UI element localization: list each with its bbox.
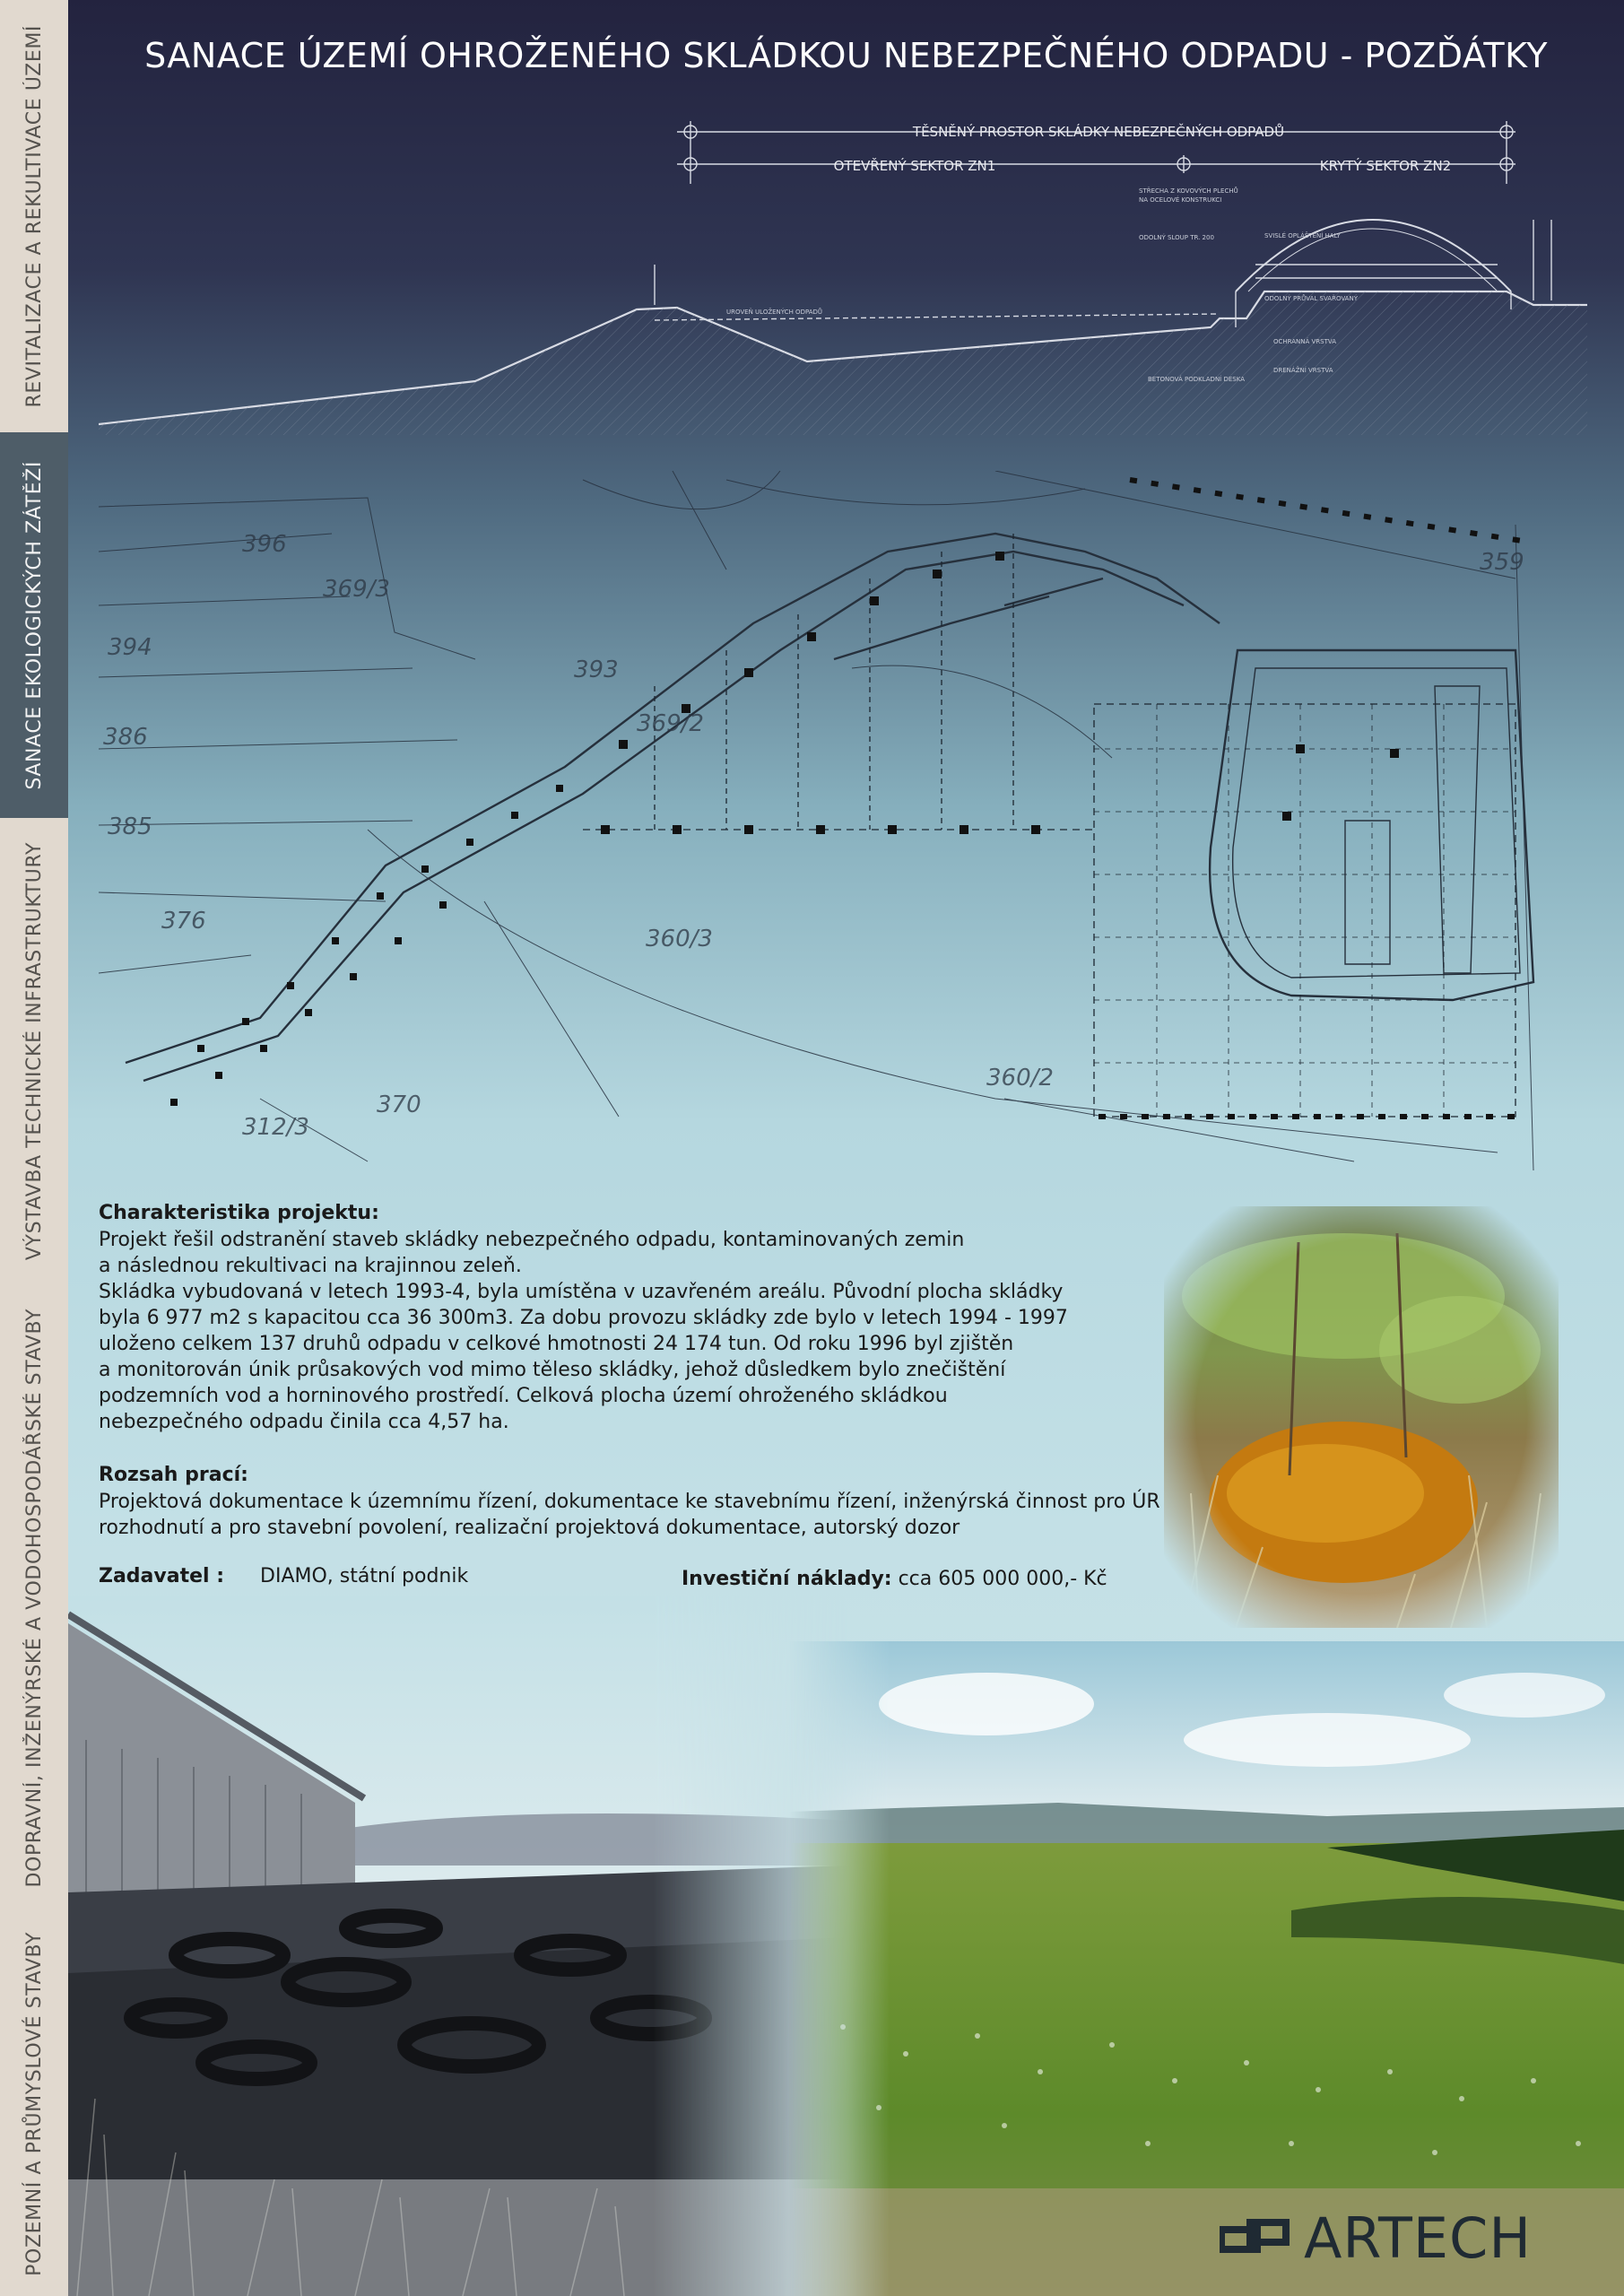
reclaimed-meadow-photo [789,1641,1624,2296]
category-sidebar [0,0,68,2296]
svg-text:ODOLNÝ SLOUP TR. 200: ODOLNÝ SLOUP TR. 200 [1139,234,1214,241]
artech-logo [1220,2206,1596,2269]
parcel-label: 360/2 [986,1065,1054,1091]
client-value: DIAMO, státní podnik [260,1565,469,1587]
svg-text:OCHRANNÁ VRSTVA: OCHRANNÁ VRSTVA [1273,338,1337,345]
sidebar-item-label: SANACE EKOLOGICKÝCH ZÁTĚŽÍ [22,460,46,790]
contaminated-water-photo [1164,1206,1559,1628]
label-sector-zn2: KRYTÝ SEKTOR ZN2 [1319,158,1452,174]
characteristics-heading: Charakteristika projektu: [99,1202,379,1224]
sidebar-item-label: VÝSTAVBA TECHNICKÉ INFRASTRUKTURY [22,841,46,1261]
label-sector-zn1: OTEVŘENÝ SEKTOR ZN1 [833,158,996,174]
label-sealed-space: TĚSNĚNÝ PROSTOR SKLÁDKY NEBEZPEČNÝCH ODPADŮ [912,124,1285,140]
costs-label: Investiční náklady: [682,1568,892,1590]
parcel-label: 369/3 [323,576,390,603]
parcel-label: 394 [108,634,152,661]
client-info [99,1565,468,1587]
sidebar-item-dopravni-stavby[interactable] [0,1284,68,1912]
parcel-label: 386 [103,724,148,751]
sidebar-item-infrastruktura[interactable] [0,818,68,1284]
parcel-label: 396 [242,531,287,558]
sidebar-item-label: POZEMNÍ A PRŮMYSLOVÉ STAVBY [22,1932,46,2276]
parcel-label: 370 [377,1091,421,1118]
svg-text:SVISLÉ OPLÁŠTĚNÍ HALY: SVISLÉ OPLÁŠTĚNÍ HALY [1264,232,1341,239]
measurement-markers [170,552,1399,1106]
logo-text: ARTECH [1304,2205,1532,2271]
sidebar-item-revitalizace[interactable] [0,0,68,432]
svg-text:BETONOVÁ PODKLADNÍ DESKA: BETONOVÁ PODKLADNÍ DESKA [1148,376,1245,383]
sidebar-item-label: DOPRAVNÍ, INŽENÝRSKÉ A VODOHOSPODÁŘSKÉ STAVBY [22,1309,46,1888]
parcel-label: 360/3 [646,926,713,952]
sidebar-item-label: REVITALIZACE A REKULTIVACE ÚZEMÍ [22,24,46,408]
parcel-label: 393 [574,657,619,683]
parcel-label: 376 [161,908,206,935]
annotation: STŘECHA Z KOVOVÝCH PLECHŮ [1139,187,1238,195]
parcel-label: 385 [108,813,152,840]
scope-heading: Rozsah prací: [99,1464,248,1486]
characteristics-text: Projekt řešil odstranění staveb skládky nebezpečného odpadu, kontaminovaných zemin a následnou rekultivaci na krajinnou zeleň. Skládka vybudovaná v letech 1993-4, byla umístěna v uzavřeném areálu. Původní plocha skládky byla 6 977 m2 s kapacitou cca 36 300m3. Za dobu provozu skládky zde bylo v letech 1994 - 1997 uloženo celkem 137 druhů odpadu v celkové hmotnosti 24 174 tun. Od roku 1996 byl zjištěn a monitorován únik průsakových vod mimo těleso skládky, jehož důsledkem bylo znečištění podzemních vod a horninového prostředí. Celková plocha území ohroženého skládkou nebezpečného odpadu činila cca 4,57 ha. [99,1229,1068,1433]
svg-text:NA OCELOVÉ KONSTRUKCI: NA OCELOVÉ KONSTRUKCI [1139,196,1222,204]
sidebar-item-pozemni-stavby[interactable] [0,1912,68,2296]
site-plan-drawing [99,471,1587,1170]
scope-text: Projektová dokumentace k územnímu řízení, dokumentace ke stavebnímu řízení, inženýrská činnost pro ÚR rozhodnutí a pro stavební povolení, realizační projektová dokumentace, autorský dozor [99,1491,1160,1539]
parcel-label: 369/2 [637,710,704,737]
parcel-label: 359 [1480,549,1524,576]
client-label: Zadavatel : [99,1565,225,1587]
parcel-label: 312/3 [242,1114,309,1141]
sidebar-item-sanace[interactable] [0,432,68,818]
investment-costs [682,1568,1107,1590]
artech-logo-mark [1220,2215,1291,2260]
svg-text:UROVEŇ ULOŽENÝCH ODPADŮ: UROVEŇ ULOŽENÝCH ODPADŮ [726,309,823,316]
cross-section-drawing [99,112,1587,435]
costs-value: cca 605 000 000,- Kč [898,1568,1107,1590]
scope-of-work [99,1462,1193,1541]
svg-text:DRENÁŽNÍ VRSTVA: DRENÁŽNÍ VRSTVA [1273,367,1333,374]
svg-text:ODOLNÝ PRŮVAL SVAŘOVANÝ: ODOLNÝ PRŮVAL SVAŘOVANÝ [1264,295,1358,302]
project-characteristics [99,1200,1193,1435]
landfill-photo [68,1596,848,2296]
page-title: SANACE ÚZEMÍ OHROŽENÉHO SKLÁDKOU NEBEZPEČNÉHO ODPADU - POZĎÁTKY [144,36,1548,75]
